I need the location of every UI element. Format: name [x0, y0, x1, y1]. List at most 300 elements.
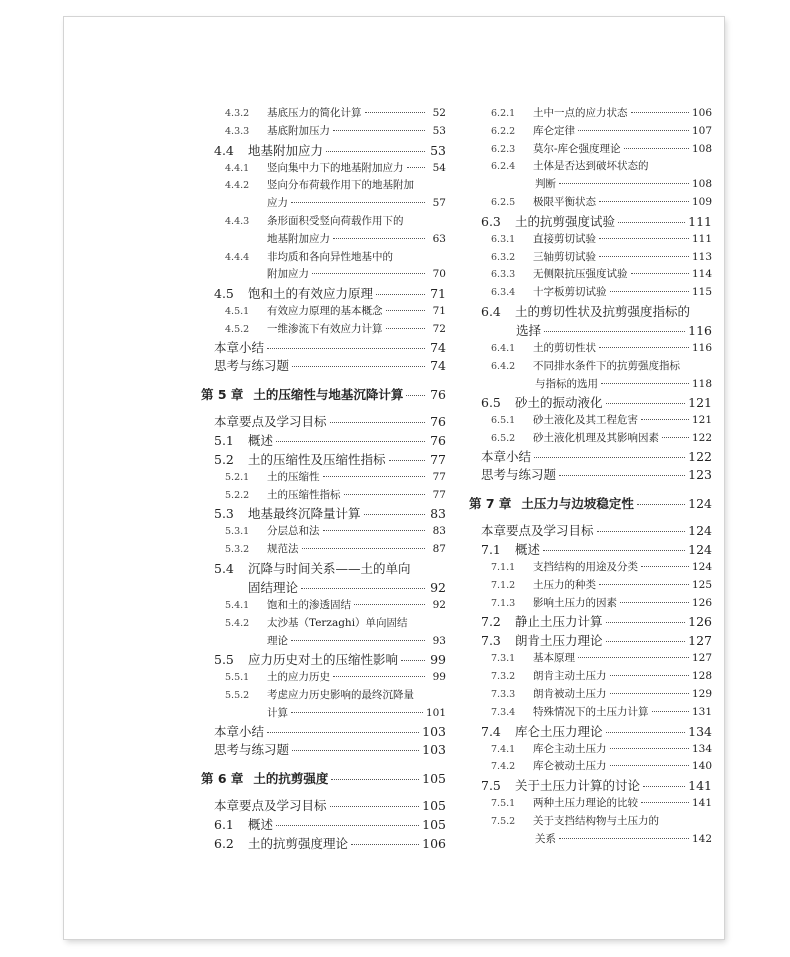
section-title: 直接剪切试验 [533, 232, 596, 245]
dot-leader [620, 602, 689, 603]
toc-entry[interactable] [201, 249, 446, 285]
section-title: 地基最终沉降量计算 [248, 506, 361, 522]
section-number: 7.3 [481, 633, 501, 649]
section-number: 7.4.1 [491, 743, 516, 755]
toc-row-continuation [201, 266, 446, 284]
toc-entry[interactable] [201, 815, 446, 834]
toc-row [469, 612, 712, 631]
toc-entry[interactable] [201, 504, 446, 523]
page-number: 129 [691, 687, 712, 700]
dot-leader [543, 550, 685, 551]
section-number: 7.5.1 [491, 798, 516, 810]
page-number: 106 [691, 107, 712, 119]
page-number: 115 [691, 286, 712, 299]
toc-row [201, 303, 446, 321]
dot-leader [534, 457, 685, 458]
dot-leader [606, 403, 686, 404]
section-title: 库仑主动土压力 [533, 742, 607, 755]
dot-leader [578, 130, 689, 131]
toc-entry[interactable] [469, 340, 712, 358]
section-title: 影响土压力的因素 [533, 596, 617, 609]
toc-entry[interactable] [469, 266, 712, 284]
toc-entry[interactable] [201, 669, 446, 687]
dot-leader [599, 201, 689, 202]
toc-row [469, 284, 712, 302]
section-number: 5.3.1 [225, 526, 250, 538]
dot-leader [302, 548, 426, 549]
toc-row-continuation [469, 321, 712, 340]
toc-entry[interactable] [469, 722, 712, 741]
section-title-continuation: 固结理论 [248, 579, 299, 595]
toc-row [201, 597, 446, 615]
section-title: 土的抗剪强度 [253, 770, 329, 786]
toc-row [201, 504, 446, 523]
dot-leader [301, 588, 425, 589]
dot-leader [291, 640, 425, 641]
page-number: 103 [422, 723, 446, 739]
toc-entry[interactable] [201, 303, 446, 321]
page-number: 53 [430, 142, 446, 158]
section-title-continuation: 判断 [535, 178, 556, 191]
dot-leader [559, 838, 689, 839]
dot-leader [267, 732, 419, 733]
dot-leader [641, 802, 689, 803]
section-title: 土体是否达到破坏状态的 [533, 160, 649, 173]
dot-leader [662, 437, 689, 438]
dot-leader [276, 441, 425, 442]
toc-entry[interactable] [201, 357, 446, 375]
section-title: 特殊情况下的土压力计算 [533, 705, 649, 718]
page-number: 121 [691, 414, 712, 427]
toc-row [469, 466, 712, 484]
toc-row [201, 815, 446, 834]
toc-entry[interactable] [201, 321, 446, 339]
section-number: 7.1.3 [491, 597, 516, 609]
section-title: 关于支挡结构物与土压力的 [533, 814, 659, 827]
section-title: 朗肯土压力理论 [515, 633, 603, 649]
section-title: 基底附加压力 [267, 124, 330, 137]
section-number: 第 7 章 [469, 495, 512, 511]
dot-leader [559, 183, 689, 184]
section-number: 7.1 [481, 541, 501, 557]
page-number: 142 [691, 832, 712, 845]
page-number: 124 [691, 560, 712, 573]
page-number: 57 [432, 197, 446, 210]
page-number: 76 [430, 413, 446, 429]
page-number: 126 [688, 614, 712, 630]
toc-row [201, 160, 446, 178]
dot-leader [351, 844, 419, 845]
page-number: 125 [691, 578, 712, 591]
section-title: 土中一点的应力状态 [533, 107, 628, 119]
toc-entry[interactable] [469, 631, 712, 650]
section-title: 土的剪切性状及抗剪强度指标的 [515, 303, 691, 319]
toc-entry[interactable] [469, 776, 712, 795]
toc-entry[interactable] [201, 469, 446, 487]
toc-entry[interactable] [201, 834, 446, 853]
toc-entry[interactable] [201, 797, 446, 815]
section-number: 6.3.1 [491, 233, 516, 245]
section-title: 支挡结构的用途及分类 [533, 560, 638, 573]
toc-row [469, 776, 712, 795]
dot-leader [624, 148, 689, 149]
page-number: 72 [432, 322, 446, 335]
dot-leader [610, 693, 689, 694]
page-number: 108 [691, 178, 712, 191]
page-number: 108 [691, 142, 712, 155]
toc-chapter[interactable] [201, 769, 446, 788]
toc-entry[interactable] [201, 687, 446, 723]
section-title-continuation: 计算 [267, 706, 288, 719]
toc-row [201, 339, 446, 357]
section-title: 概述 [248, 816, 274, 832]
toc-row [469, 266, 712, 284]
toc-row [201, 385, 446, 404]
section-number: 5.4.1 [225, 599, 250, 611]
section-title-continuation: 应力 [267, 197, 288, 210]
page-number: 127 [691, 652, 712, 665]
section-title: 思考与练习题 [214, 357, 290, 373]
toc-row-continuation [201, 705, 446, 723]
toc-entry[interactable] [469, 302, 712, 340]
dot-leader [606, 641, 686, 642]
section-title: 本章要点及学习目标 [481, 522, 594, 538]
toc-row [201, 213, 446, 231]
dot-leader [291, 202, 425, 203]
toc-entry[interactable] [469, 686, 712, 704]
toc-entry[interactable] [469, 412, 712, 430]
dot-leader [323, 530, 426, 531]
toc-row [201, 450, 446, 469]
dot-leader [276, 825, 419, 826]
page-number: 109 [691, 195, 712, 208]
dot-leader [637, 504, 685, 505]
toc-row [469, 758, 712, 776]
page-number: 76 [430, 386, 446, 402]
toc-entry[interactable] [201, 541, 446, 559]
dot-leader [326, 151, 425, 152]
page-number: 74 [430, 357, 446, 373]
page-number: 123 [688, 466, 712, 482]
toc-row [469, 813, 712, 831]
dot-leader [291, 712, 423, 713]
dot-leader [323, 476, 426, 477]
toc-entry[interactable] [469, 249, 712, 267]
page-number: 54 [432, 161, 446, 174]
dot-leader [333, 676, 425, 677]
section-title: 分层总和法 [267, 525, 320, 538]
dot-leader [578, 657, 689, 658]
toc-entry[interactable] [469, 577, 712, 595]
toc-row [469, 158, 712, 176]
toc-row [201, 741, 446, 759]
section-number: 5.2 [214, 451, 234, 467]
toc-entry[interactable] [201, 123, 446, 141]
toc-row [469, 123, 712, 141]
toc-entry[interactable] [469, 158, 712, 194]
toc-row-continuation [469, 831, 712, 849]
dot-leader [641, 566, 689, 567]
toc-right-column [469, 105, 712, 849]
toc-row-continuation [201, 231, 446, 249]
section-number: 6.5.2 [491, 433, 516, 445]
dot-leader [601, 383, 689, 384]
toc-entry[interactable] [201, 177, 446, 213]
page-number: 77 [430, 451, 446, 467]
section-number: 5.4 [214, 560, 234, 576]
toc-entry[interactable] [469, 358, 712, 394]
page-number: 77 [432, 470, 446, 483]
toc-entry[interactable] [469, 559, 712, 577]
toc-entry[interactable] [201, 339, 446, 357]
section-title: 思考与练习题 [481, 466, 557, 482]
toc-entry[interactable] [469, 741, 712, 759]
toc-entry[interactable] [469, 540, 712, 559]
section-number: 7.3.4 [491, 706, 516, 718]
toc-chapter[interactable] [201, 385, 446, 404]
toc-entry[interactable] [469, 123, 712, 141]
toc-entry[interactable] [201, 650, 446, 669]
toc-entry[interactable] [201, 105, 446, 123]
page-number: 83 [432, 525, 446, 538]
toc-entry[interactable] [201, 450, 446, 469]
section-title: 一维渗流下有效应力计算 [267, 322, 383, 335]
toc-entry[interactable] [469, 650, 712, 668]
dot-leader [389, 460, 425, 461]
toc-row [201, 487, 446, 505]
section-title: 土的抗剪强度理论 [248, 835, 349, 851]
page-number: 124 [688, 522, 712, 538]
toc-row [469, 522, 712, 540]
section-title: 库仑土压力理论 [515, 723, 603, 739]
section-title: 概述 [515, 541, 541, 557]
toc-entry[interactable] [201, 413, 446, 431]
toc-entry[interactable] [201, 523, 446, 541]
book-page [64, 17, 724, 939]
toc-entry[interactable] [201, 615, 446, 651]
section-number: 第 6 章 [201, 770, 244, 786]
section-number: 6.4.2 [491, 360, 516, 372]
section-title-continuation: 与指标的选用 [535, 377, 598, 390]
page-number: 124 [688, 495, 712, 511]
section-title: 条形面积受竖向荷载作用下的 [267, 214, 404, 227]
toc-row [469, 650, 712, 668]
section-number: 4.5 [214, 286, 234, 302]
section-title: 概述 [248, 432, 274, 448]
toc-row [469, 231, 712, 249]
page-number: 99 [432, 671, 446, 684]
section-number: 7.5 [481, 778, 501, 794]
section-title: 沉降与时间关系——土的单向 [248, 560, 411, 576]
section-title: 考虑应力历史影响的最终沉降量 [267, 689, 414, 702]
dot-leader [610, 748, 689, 749]
section-title: 土的抗剪强度试验 [515, 213, 616, 229]
section-title: 砂土的振动液化 [515, 395, 603, 411]
toc-row [201, 469, 446, 487]
toc-chapter[interactable] [469, 494, 712, 513]
dot-leader [376, 294, 425, 295]
section-title: 土的压缩性与地基沉降计算 [253, 386, 404, 402]
section-title: 基本原理 [533, 652, 575, 665]
page-number: 63 [432, 232, 446, 245]
toc-entry[interactable] [469, 668, 712, 686]
toc-entry[interactable] [201, 723, 446, 741]
toc-row [201, 669, 446, 687]
section-title: 静止土压力计算 [515, 614, 603, 630]
page-number: 101 [425, 706, 446, 719]
dot-leader [292, 366, 425, 367]
toc-row [469, 358, 712, 376]
page-number: 116 [691, 341, 712, 354]
toc-entry[interactable] [201, 213, 446, 249]
toc-row [469, 412, 712, 430]
toc-entry[interactable] [201, 559, 446, 597]
dot-leader [618, 222, 685, 223]
section-title: 土的应力历史 [267, 671, 330, 684]
section-title: 砂土液化及其工程危害 [533, 414, 638, 427]
toc-entry[interactable] [469, 612, 712, 631]
section-number: 7.1.1 [491, 561, 516, 573]
section-number: 第 5 章 [201, 386, 244, 402]
toc-row [201, 321, 446, 339]
dot-leader [333, 130, 425, 131]
section-number: 5.2.2 [225, 489, 250, 501]
section-number: 6.2.5 [491, 196, 516, 208]
section-title: 应力历史对土的压缩性影响 [248, 652, 399, 668]
toc-row-continuation [201, 578, 446, 597]
page-number: 114 [691, 268, 712, 281]
section-title: 土压力与边坡稳定性 [521, 495, 634, 511]
section-title-continuation: 附加应力 [267, 268, 309, 281]
toc-row [469, 595, 712, 613]
toc-entry[interactable] [469, 231, 712, 249]
section-title-continuation: 理论 [267, 634, 288, 647]
dot-leader [643, 786, 685, 787]
page-number: 71 [432, 305, 446, 318]
toc-row [469, 577, 712, 595]
toc-entry[interactable] [469, 522, 712, 540]
toc-entry[interactable] [201, 487, 446, 505]
section-title: 非均质和各向异性地基中的 [267, 250, 393, 263]
toc-entry[interactable] [469, 393, 712, 412]
section-number: 5.3 [214, 506, 234, 522]
page-number: 113 [691, 250, 712, 263]
section-number: 4.5.1 [225, 306, 250, 318]
page-number: 52 [432, 107, 446, 119]
section-title: 饱和土的有效应力原理 [248, 286, 374, 302]
toc-entry[interactable] [201, 597, 446, 615]
page-number: 118 [691, 377, 712, 390]
page-number: 99 [430, 652, 446, 668]
toc-row [469, 393, 712, 412]
toc-row [201, 249, 446, 267]
toc-entry[interactable] [469, 194, 712, 212]
dot-leader [599, 584, 689, 585]
toc-entry[interactable] [469, 466, 712, 484]
section-title: 朗肯被动土压力 [533, 687, 607, 700]
page-number: 93 [432, 634, 446, 647]
toc-entry[interactable] [469, 704, 712, 722]
toc-entry[interactable] [201, 160, 446, 178]
toc-entry[interactable] [469, 284, 712, 302]
section-title: 十字板剪切试验 [533, 286, 607, 299]
section-number: 6.2 [214, 835, 234, 851]
toc-entry[interactable] [469, 795, 712, 813]
page-number: 140 [691, 760, 712, 773]
dot-leader [606, 622, 686, 623]
dot-leader [652, 711, 689, 712]
section-number: 6.1 [214, 816, 234, 832]
dot-leader [386, 328, 426, 329]
dot-leader [599, 256, 689, 257]
toc-entry[interactable] [469, 813, 712, 849]
section-title: 本章要点及学习目标 [214, 797, 327, 813]
page-number: 105 [422, 816, 446, 832]
page-number: 141 [691, 797, 712, 810]
toc-entry[interactable] [469, 430, 712, 448]
dot-leader [631, 273, 689, 274]
section-title: 本章小结 [481, 448, 532, 464]
dot-leader [641, 419, 689, 420]
page-number: 107 [691, 124, 712, 137]
toc-row [469, 494, 712, 513]
dot-leader [330, 806, 420, 807]
toc-entry[interactable] [469, 141, 712, 159]
page-number: 141 [688, 778, 712, 794]
toc-row [469, 704, 712, 722]
section-title: 太沙基（Terzaghi）单向固结 [267, 616, 408, 629]
section-title: 库仑被动土压力 [533, 760, 607, 773]
toc-entry[interactable] [201, 431, 446, 450]
page-number: 134 [691, 742, 712, 755]
toc-entry[interactable] [469, 595, 712, 613]
toc-entry[interactable] [201, 741, 446, 759]
dot-leader [606, 732, 686, 733]
toc-row [469, 741, 712, 759]
page-number: 124 [688, 541, 712, 557]
section-number: 6.2.2 [491, 125, 516, 137]
section-title: 基底压力的简化计算 [267, 107, 362, 119]
section-number: 4.4.1 [225, 162, 250, 174]
toc-row [469, 212, 712, 231]
page-number: 74 [430, 339, 446, 355]
section-title: 库仑定律 [533, 124, 575, 137]
toc-entry[interactable] [201, 284, 446, 303]
toc-row [201, 431, 446, 450]
dot-leader [364, 514, 425, 515]
dot-leader [292, 750, 419, 751]
page-number: 83 [430, 506, 446, 522]
toc-row [469, 430, 712, 448]
toc-entry[interactable] [469, 105, 712, 123]
toc-entry[interactable] [469, 758, 712, 776]
dot-leader [599, 238, 689, 239]
toc-row [201, 769, 446, 788]
dot-leader [406, 395, 425, 396]
toc-row [469, 686, 712, 704]
dot-leader [610, 765, 689, 766]
section-number: 4.4 [214, 142, 234, 158]
section-title: 竖向分布荷载作用下的地基附加 [267, 179, 414, 192]
section-title: 有效应力原理的基本概念 [267, 305, 383, 318]
toc-row [201, 834, 446, 853]
toc-entry[interactable] [469, 448, 712, 466]
toc-row [469, 340, 712, 358]
toc-entry[interactable] [469, 212, 712, 231]
toc-entry[interactable] [201, 141, 446, 160]
toc-row [201, 797, 446, 815]
page-number: 71 [430, 286, 446, 302]
